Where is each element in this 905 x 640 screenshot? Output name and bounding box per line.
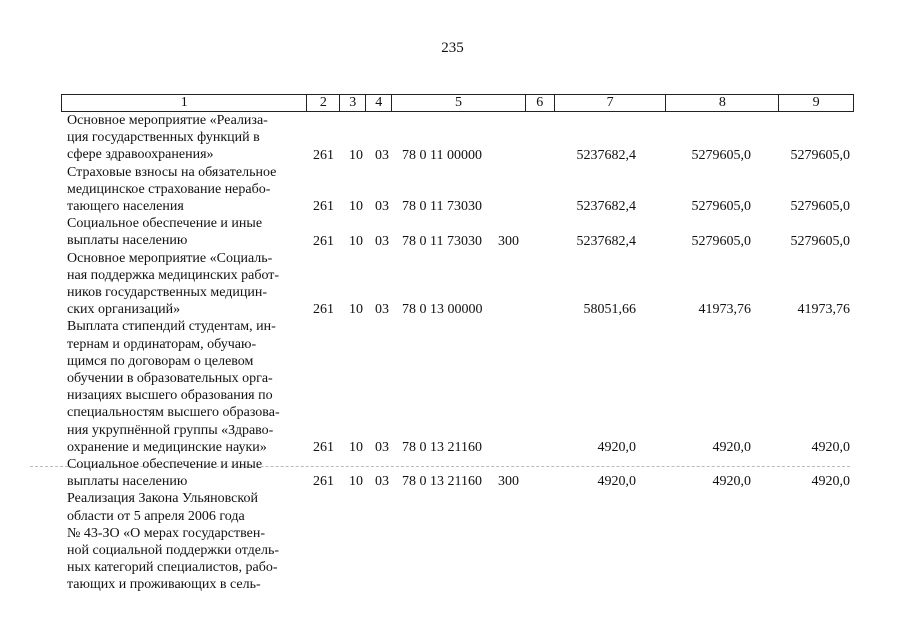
description-line: Социальное обеспечение и иные (67, 216, 263, 232)
subsection-code: 03 (375, 440, 389, 456)
table-row (61, 318, 854, 456)
row-description (61, 318, 307, 456)
amount-col-8: 4920,0 (712, 440, 751, 456)
amount-col-8: 5279605,0 (691, 199, 751, 215)
section-code: 10 (349, 147, 363, 163)
description-line: области от 5 апреля 2006 года (67, 508, 245, 524)
amount-col-8: 5279605,0 (691, 147, 751, 163)
description-line: Основное мероприятие «Реализа- (67, 113, 268, 128)
table-row (61, 490, 854, 593)
description-line: ная поддержка медицинских работ- (67, 267, 280, 283)
expense-type-code: 300 (498, 474, 519, 490)
amount-col-7: 4920,0 (597, 474, 636, 490)
table-row (61, 112, 854, 164)
row-values (61, 439, 854, 456)
description-line: Страховые взносы на обязательное (67, 164, 277, 180)
subsection-code: 03 (375, 302, 389, 318)
expense-type-code: 300 (498, 233, 519, 249)
table-row (61, 250, 854, 319)
description-line: тающих и проживающих в сель- (67, 577, 261, 593)
description-line: ция государственных функций в (67, 130, 260, 146)
description-line: ников государственных медицин- (67, 285, 268, 301)
row-values (61, 147, 854, 164)
target-article-code: 78 0 11 73030 (402, 199, 482, 215)
description-line: Социальное обеспечение и иные (67, 457, 263, 473)
header-cell: 6 (526, 95, 555, 111)
section-code: 10 (349, 302, 363, 318)
description-line: выплаты населению (67, 233, 188, 249)
description-line: ной социальной поддержки отдель- (67, 543, 280, 559)
description-line: охранение и медицинские науки» (67, 439, 267, 455)
description-line: сфере здравоохранения» (67, 147, 214, 163)
description-line: медицинское страхование нерабо- (67, 181, 271, 197)
amount-col-8: 5279605,0 (691, 233, 751, 249)
amount-col-8: 4920,0 (712, 474, 751, 490)
header-cell: 4 (366, 95, 392, 111)
table-row (61, 164, 854, 216)
ved-code: 261 (313, 233, 334, 249)
amount-col-8: 41973,76 (698, 302, 751, 318)
amount-col-7: 5237682,4 (576, 199, 636, 215)
row-values (61, 198, 854, 215)
description-line: ния укрупнённой группы «Здраво- (67, 422, 274, 438)
subsection-code: 03 (375, 199, 389, 215)
row-values (61, 473, 854, 490)
target-article-code: 78 0 11 73030 (402, 233, 482, 249)
section-code: 10 (349, 474, 363, 490)
header-cell: 8 (666, 95, 779, 111)
description-line: тающего населения (67, 199, 184, 215)
subsection-code: 03 (375, 147, 389, 163)
page-number: 235 (441, 40, 464, 56)
header-cell: 5 (392, 95, 526, 111)
description-line: № 43-ЗО «О мерах государствен- (67, 525, 265, 541)
target-article-code: 78 0 11 00000 (402, 147, 482, 163)
target-article-code: 78 0 13 00000 (402, 302, 483, 318)
description-line: Реализация Закона Ульяновской (67, 491, 258, 507)
description-line: Основное мероприятие «Социаль- (67, 250, 273, 266)
amount-col-7: 5237682,4 (576, 147, 636, 163)
description-line: Выплата стипендий студентам, ин- (67, 319, 276, 335)
row-values (61, 233, 854, 250)
amount-col-9: 5279605,0 (790, 199, 850, 215)
ved-code: 261 (313, 199, 334, 215)
header-cell: 1 (62, 95, 307, 111)
target-article-code: 78 0 13 21160 (402, 440, 482, 456)
header-cell: 7 (555, 95, 667, 111)
subsection-code: 03 (375, 233, 389, 249)
description-line: ных категорий специалистов, рабо- (67, 560, 278, 576)
table-header (61, 94, 854, 112)
ved-code: 261 (313, 147, 334, 163)
section-code: 10 (349, 440, 363, 456)
description-line: обучении в образовательных орга- (67, 371, 273, 387)
row-values (61, 577, 854, 594)
section-code: 10 (349, 199, 363, 215)
amount-col-7: 58051,66 (583, 302, 636, 318)
description-line: щимся по договорам о целевом (67, 353, 254, 369)
header-cell: 9 (812, 95, 820, 110)
table-row (61, 215, 854, 249)
section-code: 10 (349, 233, 363, 249)
amount-col-9: 41973,76 (797, 302, 850, 318)
amount-col-9: 4920,0 (811, 474, 850, 490)
ved-code: 261 (313, 440, 334, 456)
table-body (61, 112, 854, 594)
description-line: ских организаций» (67, 302, 181, 318)
target-article-code: 78 0 13 21160 (402, 474, 482, 490)
amount-col-7: 5237682,4 (576, 233, 636, 249)
description-line: выплаты населению (67, 474, 188, 490)
amount-col-9: 4920,0 (811, 440, 850, 456)
ved-code: 261 (313, 302, 334, 318)
description-line: тернам и ординаторам, обучаю- (67, 336, 257, 352)
amount-col-9: 5279605,0 (790, 147, 850, 163)
table-row (61, 456, 854, 490)
amount-col-7: 4920,0 (597, 440, 636, 456)
description-line: специальностям высшего образова- (67, 405, 280, 421)
header-cell: 2 (307, 95, 340, 111)
amount-col-9: 5279605,0 (790, 233, 850, 249)
ved-code: 261 (313, 474, 334, 490)
header-cell: 3 (340, 95, 366, 111)
row-values (61, 301, 854, 318)
description-line: низациях высшего образования по (67, 388, 273, 404)
subsection-code: 03 (375, 474, 389, 490)
